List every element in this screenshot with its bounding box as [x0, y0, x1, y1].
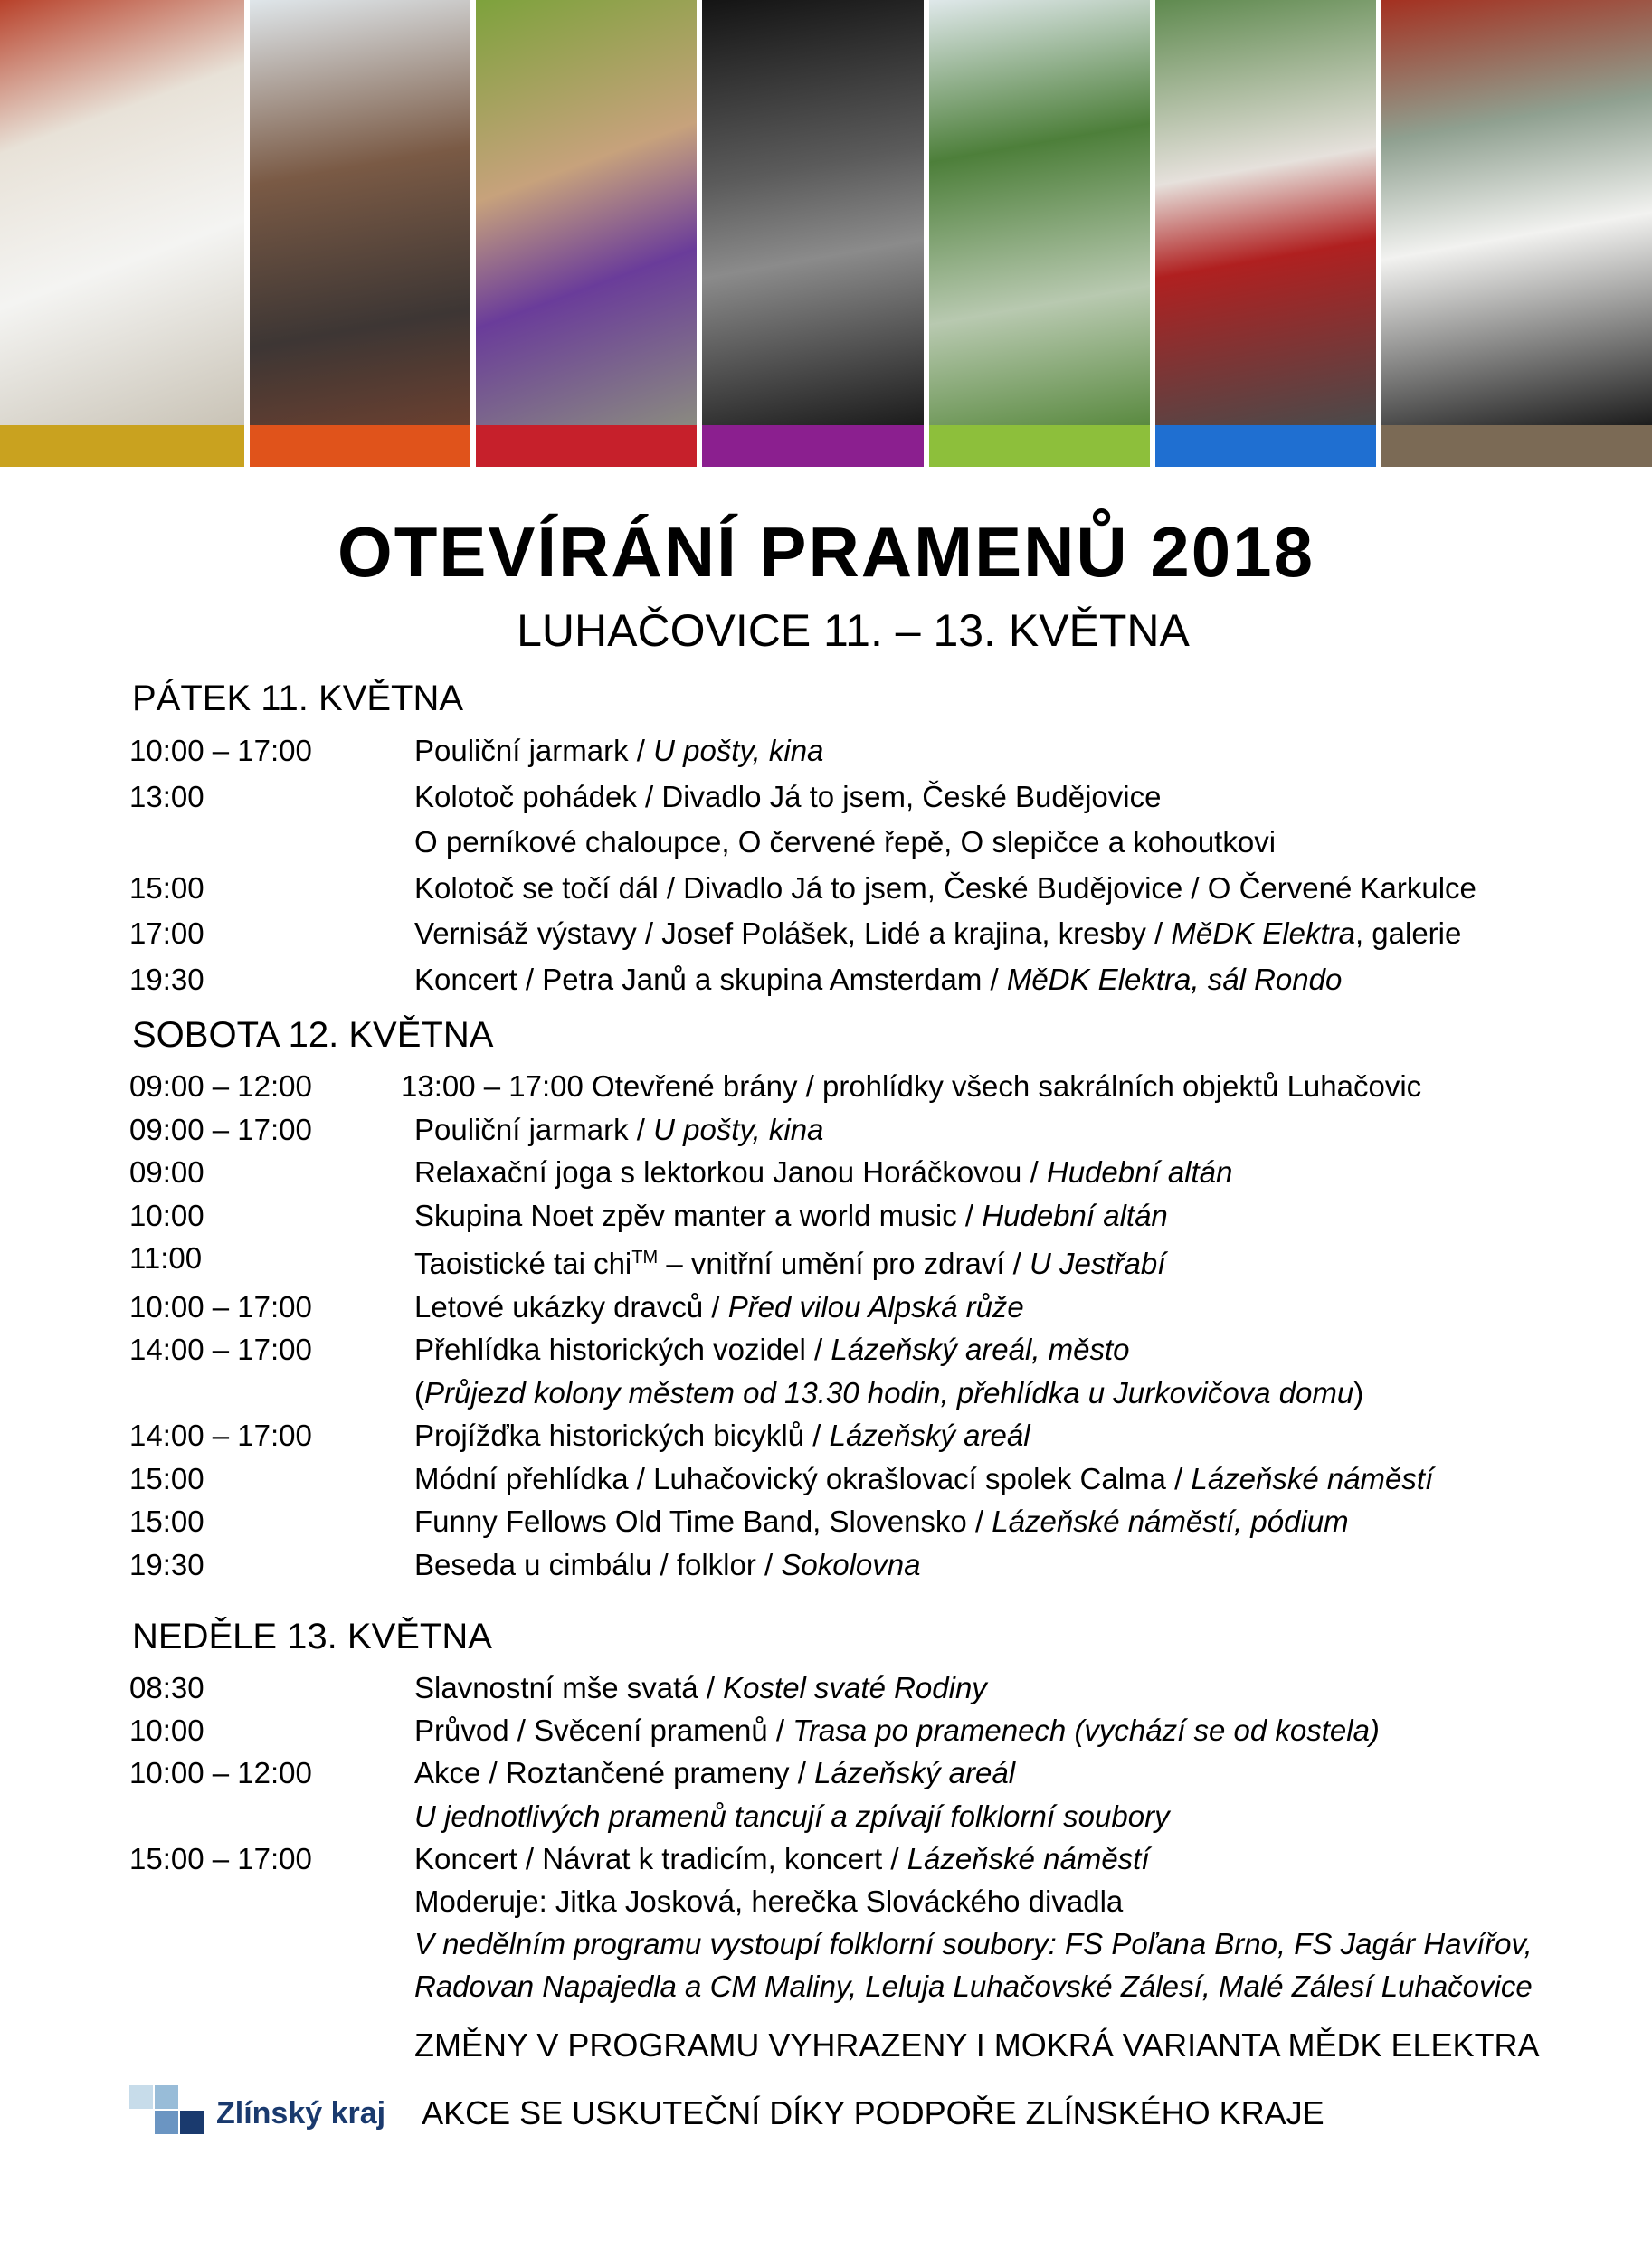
- photo-column: [1155, 0, 1376, 467]
- event-venue: Před vilou Alpská růže: [727, 1289, 1024, 1324]
- event-time: 09:00 – 12:00: [129, 1069, 312, 1103]
- page-subtitle: LUHAČOVICE 11. – 13. KVĚTNA: [517, 605, 1190, 656]
- schedule-row: [129, 1194, 1613, 1238]
- schedule-row: [129, 866, 1613, 912]
- event-description: [414, 1922, 1533, 1965]
- event-text: Módní přehlídka / Luhačovický okrašlovací spolek Calma /: [414, 1461, 1192, 1495]
- photo-procession: [1381, 0, 1652, 425]
- event-text: O perníkové chaloupce, O červené řepě, O slepičce a kohoutkovi: [414, 825, 1277, 859]
- photo-column: [1381, 0, 1652, 467]
- event-time: 10:00: [129, 1713, 204, 1748]
- color-bar: [702, 425, 923, 467]
- event-description: [414, 1328, 1130, 1372]
- event-venue: Lázeňské náměstí: [1191, 1461, 1434, 1495]
- schedule-row: [129, 1795, 1613, 1837]
- color-bar: [476, 425, 697, 467]
- event-venue: MěDK Elektra: [1171, 916, 1355, 951]
- event-venue: Lázeňské náměstí, pódium: [992, 1504, 1349, 1538]
- photo-penny-farthing: [929, 0, 1150, 425]
- event-time: 10:00 – 17:00: [129, 734, 312, 767]
- event-description: [414, 1880, 1123, 1922]
- event-time: 13:00: [129, 779, 204, 813]
- photo-column: [702, 0, 923, 467]
- event-text: Slavnostní mše svatá /: [414, 1671, 724, 1704]
- photo-column: [929, 0, 1150, 467]
- event-text: – vnitřní umění pro zdraví /: [658, 1247, 1030, 1280]
- event-text: Pouliční jarmark /: [414, 1112, 654, 1146]
- event-venue: Lázeňský areál: [829, 1419, 1030, 1452]
- event-description: [414, 1372, 1363, 1415]
- photo-column: [476, 0, 697, 467]
- event-description: [414, 1837, 1150, 1880]
- event-description: [414, 1286, 1024, 1329]
- photo-folk-dancers: [1155, 0, 1376, 425]
- day-heading: PÁTEK 11. KVĚTNA: [132, 679, 464, 718]
- event-description: [414, 957, 1342, 1003]
- event-text: TM: [631, 1248, 659, 1267]
- event-venue: Lázeňské náměstí: [907, 1841, 1150, 1875]
- day-heading: SOBOTA 12. KVĚTNA: [132, 1015, 494, 1055]
- schedule-row: [129, 957, 1613, 1003]
- schedule-row: [129, 1414, 1613, 1457]
- event-time: 08:30: [129, 1671, 204, 1704]
- event-venue: Lázeňský areál: [814, 1756, 1016, 1790]
- event-text: Akce / Roztančené prameny /: [414, 1756, 815, 1790]
- event-description: [414, 1194, 1168, 1238]
- photo-strip: [0, 0, 1652, 467]
- event-text: Letové ukázky dravců /: [414, 1289, 728, 1324]
- schedule-row: [129, 1965, 1613, 2007]
- schedule-row: [129, 1837, 1613, 1880]
- event-description: [414, 728, 823, 774]
- event-venue: Hudební altán: [1046, 1155, 1233, 1189]
- event-text: Projížďka historických bicyklů /: [414, 1419, 830, 1452]
- schedule-row: [129, 1751, 1613, 1794]
- event-description: [414, 1151, 1232, 1194]
- event-venue: Hudební altán: [982, 1198, 1168, 1232]
- schedule-row: [129, 1666, 1613, 1709]
- schedule-row: [129, 1065, 1613, 1108]
- event-text: Beseda u cimbálu / folklor /: [414, 1547, 782, 1581]
- schedule-row: [129, 774, 1613, 821]
- event-description: [414, 1795, 1170, 1837]
- photo-puppeteer: [250, 0, 470, 425]
- event-venue: Radovan Napajedla a CM Maliny, Leluja Luhačovské Zálesí, Malé Zálesí Luhačovice: [414, 1970, 1533, 2004]
- day-saturday: [129, 1015, 1613, 1586]
- schedule-row: [129, 820, 1613, 866]
- event-venue: U Jestřabí: [1030, 1247, 1166, 1280]
- schedule-row: [129, 1709, 1613, 1751]
- event-text: Koncert / Návrat k tradicím, koncert /: [414, 1841, 907, 1875]
- event-venue: MěDK Elektra, sál Rondo: [1006, 962, 1343, 996]
- event-description: [414, 1500, 1349, 1543]
- program-note: ZMĚNY V PROGRAMU VYHRAZENY I MOKRÁ VARIANTA MĚDK ELEKTRA: [414, 2026, 1540, 2064]
- event-time: [129, 820, 414, 866]
- event-time: [129, 1795, 414, 1837]
- event-time: 15:00: [129, 1504, 204, 1538]
- event-description: [414, 1237, 1165, 1286]
- event-time: 09:00 – 17:00: [129, 1112, 312, 1146]
- schedule-row: [129, 1328, 1613, 1372]
- event-time: 15:00: [129, 870, 204, 905]
- event-text: Koncert / Petra Janů a skupina Amsterdam /: [414, 962, 1007, 996]
- event-time: 10:00: [129, 1198, 204, 1232]
- event-time: [129, 1922, 414, 1965]
- color-bar: [1155, 425, 1376, 467]
- event-time: 17:00: [129, 916, 204, 951]
- event-text: Kolotoč pohádek / Divadlo Já to jsem, České Budějovice: [414, 779, 1162, 813]
- event-venue: V nedělním programu vystoupí folklorní soubory: FS Poľana Brno, FS Jagár Havířov,: [414, 1927, 1533, 1961]
- event-text: Skupina Noet zpěv manter a world music /: [414, 1198, 983, 1232]
- schedule-row: [129, 1286, 1613, 1329]
- event-description: [414, 1751, 1015, 1794]
- event-description: [401, 1065, 1421, 1108]
- page-title: OTEVÍRÁNÍ PRAMENŮ 2018: [337, 512, 1315, 592]
- event-venue: Lázeňský areál, město: [831, 1333, 1130, 1366]
- event-venue: U pošty, kina: [653, 734, 824, 767]
- footer-text: AKCE SE USKUTEČNÍ DÍKY PODPOŘE ZLÍNSKÉHO KRAJE: [422, 2094, 1324, 2131]
- schedule-row: [129, 1922, 1613, 1965]
- photo-band: [702, 0, 923, 425]
- event-text: Přehlídka historických vozidel /: [414, 1333, 831, 1366]
- event-time: 09:00: [129, 1155, 204, 1189]
- event-time: 15:00 – 17:00: [129, 1841, 312, 1875]
- schedule-row: [129, 1151, 1613, 1194]
- event-description: [414, 1543, 920, 1587]
- event-time: [129, 1372, 414, 1415]
- day-sunday: [129, 1617, 1613, 2008]
- event-time: 11:00: [129, 1241, 203, 1275]
- event-venue: Kostel svaté Rodiny: [723, 1671, 987, 1704]
- event-text: Funny Fellows Old Time Band, Slovensko /: [414, 1504, 992, 1538]
- event-text: 13:00 – 17:00 Otevřené brány / prohlídky všech sakrálních objektů Luhačovic: [401, 1069, 1422, 1103]
- event-time: 14:00 – 17:00: [129, 1419, 312, 1452]
- schedule-row: [129, 1372, 1613, 1415]
- day-friday: [129, 679, 1613, 1003]
- event-description: [414, 774, 1161, 821]
- event-text: Vernisáž výstavy / Josef Polášek, Lidé a krajina, kresby /: [414, 916, 1172, 951]
- photo-column: [0, 0, 244, 467]
- event-text: , galerie: [1354, 916, 1462, 951]
- event-description: [414, 866, 1476, 912]
- schedule-row: [129, 1500, 1613, 1543]
- day-heading: NEDĚLE 13. KVĚTNA: [132, 1617, 492, 1656]
- event-venue: U jednotlivých pramenů tancují a zpívají folklorní soubory: [414, 1799, 1170, 1833]
- photo-pottery-vendor: [0, 0, 244, 425]
- color-bar: [250, 425, 470, 467]
- event-description: [414, 1414, 1030, 1457]
- zlinsky-kraj-logo-icon: [129, 2085, 211, 2141]
- event-time: 10:00 – 17:00: [129, 1289, 312, 1324]
- event-text: Pouliční jarmark /: [414, 734, 654, 767]
- event-time: [129, 1965, 414, 2007]
- event-time: 19:30: [129, 962, 204, 996]
- event-text: Taoistické tai chi: [414, 1247, 632, 1280]
- event-time: 10:00 – 12:00: [129, 1756, 312, 1790]
- schedule-row: [129, 728, 1613, 774]
- event-description: [414, 1108, 823, 1152]
- schedule-row: [129, 1543, 1613, 1587]
- event-time: 14:00 – 17:00: [129, 1333, 312, 1366]
- event-venue: U pošty, kina: [653, 1112, 824, 1146]
- color-bar: [0, 425, 244, 467]
- event-text: (: [414, 1375, 424, 1410]
- photo-yoga: [476, 0, 697, 425]
- event-time: 15:00: [129, 1461, 204, 1495]
- footer: [129, 2085, 1324, 2141]
- event-venue: Sokolovna: [781, 1547, 921, 1581]
- schedule-row: [129, 911, 1613, 957]
- photo-column: [250, 0, 470, 467]
- event-description: [414, 1666, 987, 1709]
- event-text: Relaxační joga s lektorkou Janou Horáčkovou /: [414, 1155, 1047, 1189]
- schedule-row: [129, 1457, 1613, 1501]
- event-description: [414, 911, 1461, 957]
- schedule-row: [129, 1108, 1613, 1152]
- schedule-row: [129, 1237, 1613, 1286]
- schedule-row: [129, 1880, 1613, 1922]
- event-time: 19:30: [129, 1547, 204, 1581]
- event-text: Průvod / Svěcení pramenů /: [414, 1713, 793, 1748]
- event-text: Moderuje: Jitka Josková, herečka Slováckého divadla: [414, 1884, 1124, 1919]
- event-description: [414, 1709, 1380, 1751]
- event-time: [129, 1880, 414, 1922]
- event-venue: Trasa po pramenech (vychází se od kostela): [793, 1713, 1380, 1748]
- event-text: Kolotoč se točí dál / Divadlo Já to jsem, České Budějovice / O Červené Karkulce: [414, 870, 1476, 905]
- color-bar: [1381, 425, 1652, 467]
- event-text: ): [1353, 1375, 1364, 1410]
- logo-text: Zlínský kraj: [216, 2095, 386, 2131]
- event-description: [414, 1965, 1533, 2007]
- color-bar: [929, 425, 1150, 467]
- event-description: [414, 1457, 1433, 1501]
- event-description: [414, 820, 1276, 866]
- event-venue: Průjezd kolony městem od 13.30 hodin, přehlídka u Jurkovičova domu: [424, 1375, 1354, 1410]
